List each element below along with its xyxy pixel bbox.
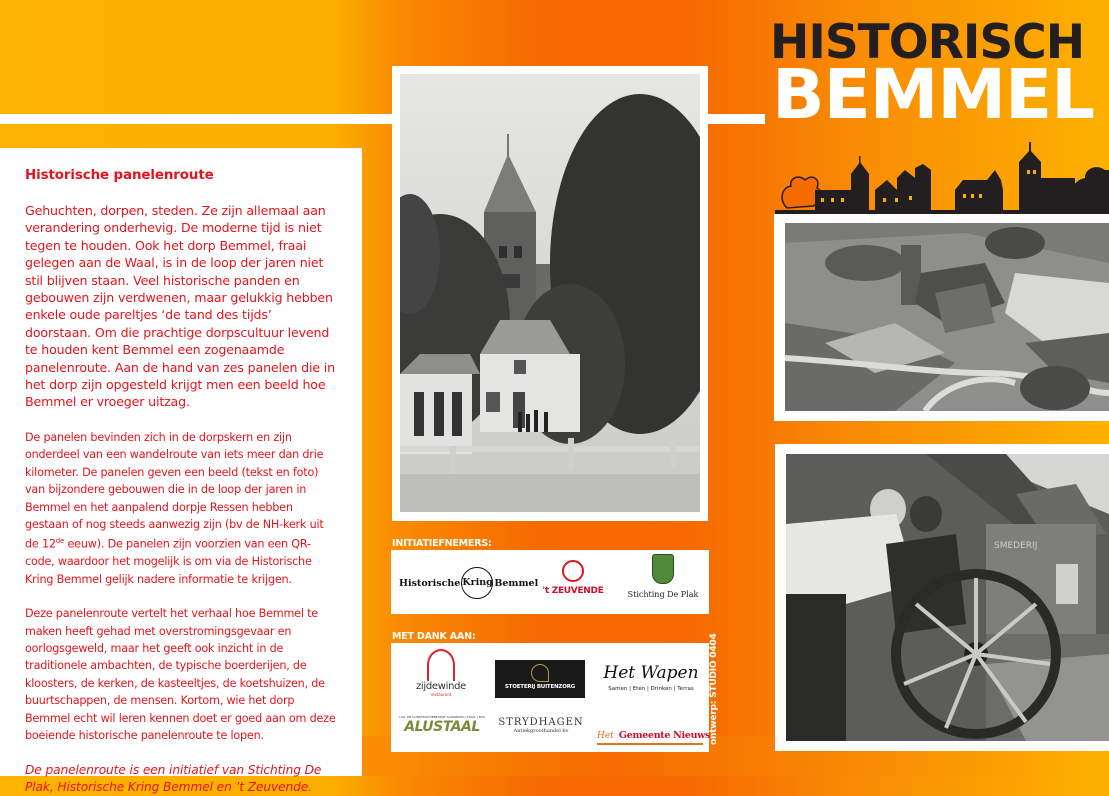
horse-head-icon	[531, 664, 549, 682]
initiators-logo-box	[391, 550, 709, 614]
initiators-label: INITIATIEFNEMERS:	[392, 538, 492, 549]
logo-historische-kring-bemmel[interactable]: Historische Kring Bemmel	[399, 568, 527, 598]
smithy-illustration	[786, 454, 1109, 741]
logo-stoeterij-buitenzorg[interactable]: STOETERIJ BUITENZORG	[495, 660, 585, 698]
logo-stichting-de-plak[interactable]: Stichting De Plak	[623, 552, 703, 612]
title-historisch: HISTORISCH	[770, 15, 1085, 70]
willow-tree-icon	[427, 649, 455, 681]
design-credit: ontwerp: STUDIO 0404	[709, 633, 719, 745]
article-panel	[0, 148, 362, 794]
logo-t-zeuvende[interactable]: 't ZEUVENDE	[533, 560, 613, 606]
thanks-logo-box	[391, 643, 709, 752]
church-illustration	[400, 74, 700, 512]
stripe-middle	[708, 114, 765, 124]
logo-het-gemeente-nieuws[interactable]: Het Gemeente Nieuws	[597, 723, 703, 745]
aerial-photo	[785, 223, 1109, 411]
title-bemmel: BEMMEL	[772, 55, 1095, 135]
article-paragraph-2: De panelen bevinden zich in de dorpskern en zijn onderdeel van een wandelroute van iets meer dan drie kilometer. De panelen geven een beeld (tekst en foto) van bijzondere gebouwen die in de loop der jaren in Bemmel en het aanpalend dorpje Ressen hebben gestaan of nog steeds aanwezig zijn (bv de NH-kerk uit de 12de eeuw). De panelen zijn voorzien van een QR-code, waardoor het mogelijk is om via de Historische Kring Bemmel gelijk nadere informatie te krijgen.	[25, 430, 324, 586]
logo-strydhagen[interactable]: STRYDHAGEN Antiekgroothandel bv	[498, 717, 584, 734]
rose-icon	[562, 560, 584, 582]
church-photo	[400, 74, 700, 512]
aerial-illustration	[785, 223, 1109, 411]
village-skyline-icon	[775, 140, 1109, 216]
coat-of-arms-icon	[652, 554, 674, 584]
logo-zijdewinde[interactable]: zijdewinde restaurant	[401, 649, 481, 705]
article-paragraph-3: Deze panelenroute vertelt het verhaal hoe Bemmel te maken heeft gehad met overstromingsgevaar en oorlogsgeweld, maar het geeft ook inzicht in de traditionele ambachten, de typische boerderijen, de kloosters, de kerken, de kasteeltjes, de koetshuizen, de buurtschappen, de mensen. Kortom, wie het dorp Bemmel echt wil leren kennen doet er goed aan om deze boeiende historische panelenroute te lopen.	[25, 607, 336, 743]
article-heading: Historische panelenroute	[25, 168, 214, 183]
thanks-label: MET DANK AAN:	[392, 631, 476, 642]
smithy-sign: SMEDERIJ	[994, 541, 1038, 551]
logo-het-wapen[interactable]: Het Wapen Samen | Eten | Drinken | Terras	[603, 663, 699, 692]
stripe-left	[0, 114, 400, 124]
article-lead: Gehuchten, dorpen, steden. Ze zijn allemaal aan verandering onderhevig. De moderne tijd is niet tegen te houden. Ook het dorp Bemmel, fraai gelegen aan de Waal, is in de loop der jaren niet stil blijven staan. Veel historische panden en gebouwen zijn verdwenen, maar gelukkig hebben enkele oude pareltjes ‘de tand des tijds’ doorstaan. Om die prachtige dorpscultuur levend te houden kent Bemmel een zogenaamde panelenroute. Aan de hand van zes panelen die in het dorp zijn opgesteld krijgt men een beeld hoe Bemmel er vroeger uitzag.	[25, 203, 335, 410]
logo-alustaal[interactable]: LAS- EN CONSTRUCTIEBEDRIJF ALUMINIUM | STAAL | RVS ALUSTAAL	[399, 715, 485, 735]
kring-circle: Kring	[461, 567, 493, 599]
smithy-photo	[786, 454, 1109, 741]
article-closing: De panelenroute is een initiatief van Stichting De Plak, Historische Kring Bemmel en ’t Zeuvende.	[25, 762, 322, 794]
